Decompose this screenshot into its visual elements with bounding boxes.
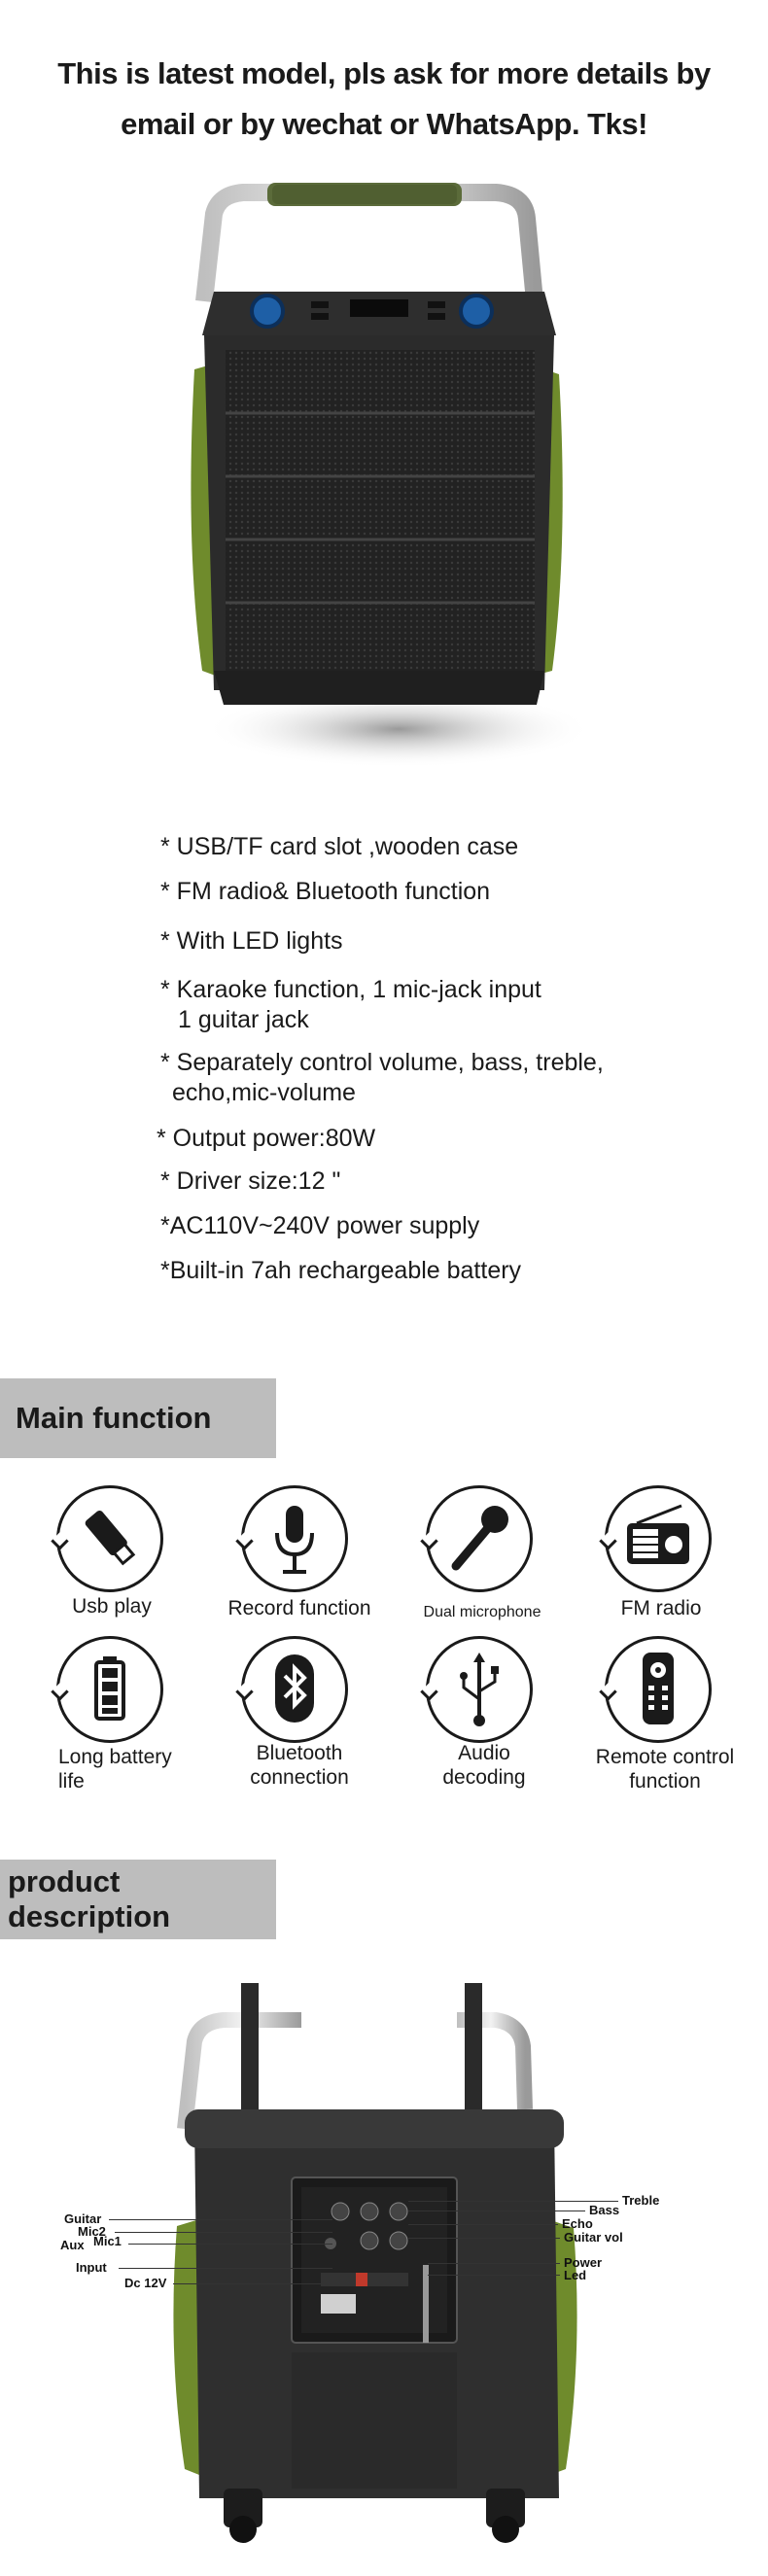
feature-item: echo,mic-volume (172, 1079, 356, 1106)
speaker-front-image (175, 175, 583, 778)
feature-item: * Karaoke function, 1 mic-jack input (160, 976, 541, 1003)
feature-item: * Separately control volume, bass, treble, (160, 1049, 604, 1076)
function-label: Bluetooth connection (250, 1742, 349, 1789)
callout-guitar-vol: Guitar vol (564, 2230, 623, 2245)
function-label: Dual microphone (423, 1604, 541, 1620)
callout-guitar: Guitar (64, 2211, 102, 2226)
leader-line (408, 2224, 558, 2225)
callout-mic2: Mic2 (78, 2224, 106, 2239)
speaker-rear-image (165, 1973, 593, 2557)
feature-item: * With LED lights (160, 927, 343, 955)
callout-treble: Treble (622, 2193, 660, 2208)
leader-line (115, 2232, 332, 2233)
leader-line (408, 2238, 560, 2239)
intro-text (0, 49, 768, 150)
leader-line (428, 2275, 560, 2276)
leader-line (173, 2283, 332, 2284)
intro-line-2: email or by wechat or WhatsApp. Tks! (121, 107, 647, 141)
function-label: FM radio (620, 1597, 702, 1619)
feature-item: *Built-in 7ah rechargeable battery (160, 1257, 522, 1284)
callout-bass: Bass (589, 2203, 620, 2217)
feature-item: 1 guitar jack (178, 1006, 309, 1033)
function-label: Record function (227, 1597, 371, 1619)
product-description-title: product description (8, 1864, 171, 1933)
leader-line (428, 2263, 560, 2264)
leader-line (408, 2210, 585, 2211)
leader-line (109, 2219, 332, 2220)
remote-control-icon (605, 1636, 712, 1743)
battery-icon (56, 1636, 163, 1743)
intro-line-1: This is latest model, pls ask for more details by (57, 56, 711, 90)
feature-item: *AC110V~240V power supply (160, 1212, 480, 1239)
leader-line (119, 2268, 332, 2269)
callout-led: Led (564, 2268, 587, 2282)
callout-aux: Aux (60, 2238, 85, 2252)
main-function-banner (0, 1378, 276, 1458)
leader-line (128, 2244, 332, 2245)
feature-item: * FM radio& Bluetooth function (160, 878, 491, 905)
handheld-microphone-icon (426, 1485, 533, 1592)
usb-drive-icon (56, 1485, 163, 1592)
bluetooth-icon (241, 1636, 348, 1743)
callout-echo: Echo (562, 2216, 593, 2231)
callout-dc12v: Dc 12V (124, 2276, 167, 2290)
usb-symbol-icon (426, 1636, 533, 1743)
feature-item: * Output power:80W (157, 1125, 376, 1152)
callout-input: Input (76, 2260, 107, 2275)
leader-line (408, 2201, 618, 2202)
function-label: Long battery life (58, 1746, 172, 1793)
radio-icon (605, 1485, 712, 1592)
microphone-stand-icon (241, 1485, 348, 1592)
feature-item: * Driver size:12 " (160, 1167, 341, 1195)
function-label: Usb play (72, 1595, 152, 1618)
callout-power: Power (564, 2255, 603, 2270)
product-description-banner (0, 1860, 276, 1939)
feature-item: * USB/TF card slot ,wooden case (160, 833, 519, 860)
main-function-title: Main function (16, 1401, 212, 1435)
function-label: Remote control function (595, 1746, 735, 1793)
function-label: Audio decoding (442, 1742, 526, 1789)
callout-mic1: Mic1 (93, 2234, 122, 2248)
